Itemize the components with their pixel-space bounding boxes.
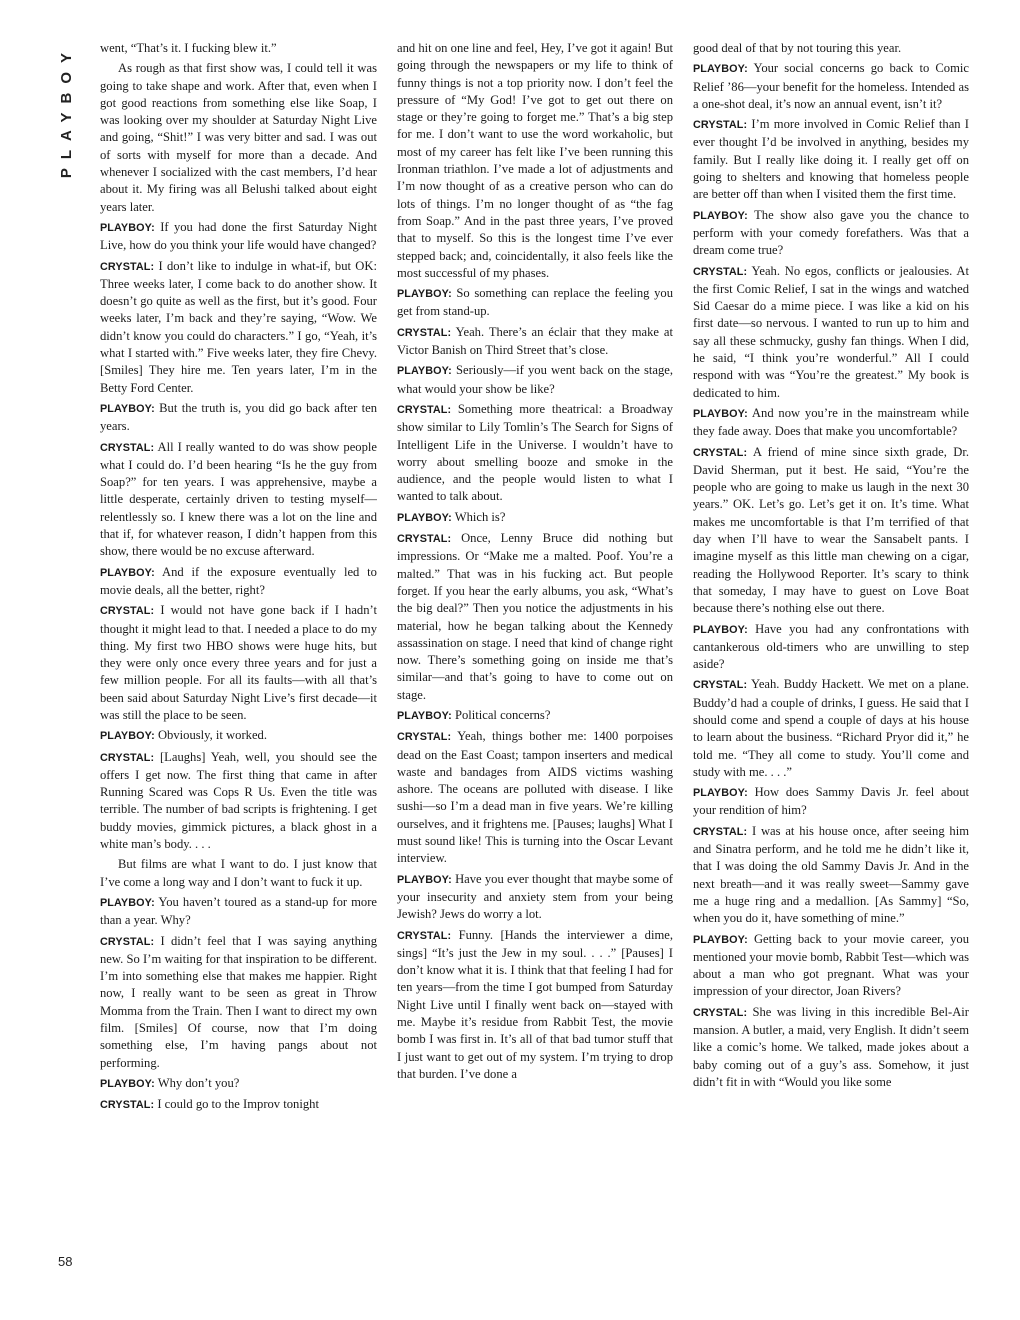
paragraph-text: How does Sammy Davis Jr. feel about your rendition of him? bbox=[693, 785, 969, 818]
article-paragraph bbox=[100, 894, 377, 930]
article-column-3 bbox=[693, 40, 969, 1280]
paragraph-text: Yeah. Buddy Hackett. We met on a plane. Buddy’d had a couple of drinks, I guess. He said that I should come and spend a couple of days at his house to learn about the business. “Richard Pryor did it,” he told me. “They all come to study. You’ll come and study with me. . . .” bbox=[693, 677, 969, 779]
speaker-label: CRYSTAL: bbox=[397, 403, 452, 416]
article-paragraph bbox=[397, 927, 673, 1084]
paragraph-text: Something more theatrical: a Broadway show similar to Lily Tomlin’s The Search for Signs of Intelligent Life in the Universe. I wouldn’t have to worry about smelling booze and smoke in the audience, and the people would listen to what I wanted to talk about. bbox=[397, 401, 673, 504]
speaker-label: CRYSTAL: bbox=[693, 119, 748, 132]
article-paragraph bbox=[100, 602, 377, 724]
paragraph-text: But the truth is, you did go back after ten years. bbox=[100, 400, 377, 434]
speaker-label: PLAYBOY: bbox=[397, 709, 452, 722]
article-paragraph bbox=[100, 439, 377, 561]
article-paragraph bbox=[693, 931, 969, 1001]
paragraph-text: Seriously—if you went back on the stage, what would your show be like? bbox=[397, 363, 673, 396]
paragraph-text: I was at his house once, after seeing him and Sinatra perform, and he told me he didn’t like it, that I was doing the old Sammy Davis Jr. And in the next breath—and it was really sweet—Sammy gave me a huge ring and a medallion. [As Sammy] “So, when you do it, have something of mine.” bbox=[693, 823, 969, 926]
speaker-label: PLAYBOY: bbox=[397, 873, 452, 886]
article-paragraph bbox=[100, 749, 377, 854]
speaker-label: PLAYBOY: bbox=[100, 896, 155, 909]
paragraph-text: Yeah, things bother me: 1400 porpoises dead on the East Coast; tampon inserters and medical waste and bandages from AIDS victims washing ashore. The oceans are polluted with disease. I like sushi—so I’m a dead man in five years. We’re killing ourselves, and it frightens me. [Pauses; laughs] What I must sound like! This is turning into the Oscar Levant interview. bbox=[397, 729, 673, 866]
paragraph-text: went, “That’s it. I fucking blew it.” bbox=[100, 41, 277, 55]
speaker-label: PLAYBOY: bbox=[693, 933, 748, 946]
paragraph-text: Yeah. No egos, conflicts or jealousies. At the first Comic Relief, I sat in the wings and watched Sid Caesar do a mime piece. I was like a kid on his first date—so nervous. I wanted to run up to him and say all these schmucky, gushy fan things. When I did, he said, “I think you’re wonderful.” All I could respond with was “You’re the greatest.” My book is dedicated to him. bbox=[693, 263, 969, 400]
speaker-label: CRYSTAL: bbox=[100, 1099, 155, 1112]
paragraph-text: I didn’t feel that I was saying anything new. So I’m waiting for that inspiration to be different. I’m into something else that makes me happier. Right now, I really want to be seen as great in Throw Momma from the Train. Then I want to direct my own film. [Smiles] Of course, now that I’m doing something else, I’m having pangs about not performing. bbox=[100, 933, 377, 1070]
article-paragraph bbox=[397, 509, 673, 527]
page-number: 58 bbox=[58, 1254, 73, 1269]
speaker-label: CRYSTAL: bbox=[100, 260, 155, 273]
article-paragraph bbox=[100, 60, 377, 216]
speaker-label: PLAYBOY: bbox=[100, 730, 155, 743]
article-paragraph bbox=[693, 207, 969, 260]
article-paragraph bbox=[693, 116, 969, 203]
speaker-label: CRYSTAL: bbox=[100, 751, 155, 764]
speaker-label: PLAYBOY: bbox=[693, 623, 748, 636]
article-paragraph bbox=[693, 621, 969, 674]
speaker-label: CRYSTAL: bbox=[100, 441, 155, 454]
speaker-label: PLAYBOY: bbox=[693, 63, 748, 76]
paragraph-text: Obviously, it worked. bbox=[157, 728, 267, 743]
paragraph-text: Why don’t you? bbox=[157, 1075, 240, 1090]
article-paragraph bbox=[397, 40, 673, 282]
article-paragraph bbox=[397, 707, 673, 725]
speaker-label: CRYSTAL: bbox=[397, 731, 452, 744]
paragraph-text: And if the exposure eventually led to movie deals, all the better, right? bbox=[100, 564, 377, 597]
article-paragraph bbox=[100, 400, 377, 436]
speaker-label: CRYSTAL: bbox=[693, 265, 748, 278]
speaker-label: PLAYBOY: bbox=[397, 288, 452, 301]
article-paragraph bbox=[100, 933, 377, 1072]
article-paragraph bbox=[100, 1075, 377, 1093]
speaker-label: PLAYBOY: bbox=[100, 402, 155, 415]
paragraph-text: Political concerns? bbox=[454, 707, 551, 722]
article-paragraph bbox=[397, 530, 673, 704]
paragraph-text: Once, Lenny Bruce did nothing but impressions. Or “Make me a malted. Poof. You’re a malted.” That was in his fucking act. But people forget. If you hear the early albums, you ask, “What’s the big deal?” Then you notice the adjustments in his material, how he began talking about the Kennedy assassination on stage. I need that kind of change right now. There’s something going on inside me that’s similar—and that’s going to have to come out on stage. bbox=[397, 531, 673, 702]
speaker-label: PLAYBOY: bbox=[397, 511, 452, 524]
article-paragraph bbox=[693, 263, 969, 402]
article-paragraph bbox=[693, 1004, 969, 1091]
article-paragraph bbox=[397, 401, 673, 506]
paragraph-text: I would not have gone back if I hadn’t thought it might lead to that. I needed a place to do my thing. My first two HBO shows were huge hits, but they were only once every three years and for just a few million people. For all its faults—with all that’s been said about Saturday Night Live’s first decade—it was still the place to be seen. bbox=[100, 603, 377, 722]
speaker-label: CRYSTAL: bbox=[693, 446, 748, 459]
article-paragraph bbox=[397, 871, 673, 924]
article-paragraph bbox=[397, 324, 673, 360]
article-column-1 bbox=[100, 40, 377, 1280]
paragraph-text: She was living in this incredible Bel-Air mansion. A butler, a maid, very English. It didn’t seem like a comic’s home. We talked, made jokes about a baby coming out of a guy’s ass. Somehow, it just didn’t fit in with “Would you like some bbox=[693, 1004, 969, 1089]
article-paragraph bbox=[100, 258, 377, 397]
speaker-label: CRYSTAL: bbox=[397, 929, 452, 942]
paragraph-text: Yeah. There’s an éclair that they make at Victor Banish on Third Street that’s close. bbox=[397, 324, 673, 358]
article-paragraph bbox=[100, 1096, 377, 1114]
speaker-label: PLAYBOY: bbox=[693, 787, 748, 800]
article-column-2 bbox=[397, 40, 673, 1280]
article-paragraph bbox=[397, 728, 673, 867]
paragraph-text: I could go to the Improv tonight bbox=[157, 1097, 319, 1112]
speaker-label: CRYSTAL: bbox=[693, 825, 748, 838]
paragraph-text: Have you had any confrontations with cantankerous old-timers who are unwilling to step aside? bbox=[693, 621, 969, 672]
paragraph-text: And now you’re in the mainstream while they fade away. Does that make you uncomfortable? bbox=[693, 405, 969, 439]
paragraph-text: You haven’t toured as a stand-up for more than a year. Why? bbox=[100, 894, 377, 928]
article-paragraph bbox=[100, 40, 377, 57]
article-paragraph bbox=[693, 823, 969, 928]
paragraph-text: Have you ever thought that maybe some of your insecurity and anxiety stem from your being Jewish? Jews do worry a lot. bbox=[397, 871, 673, 922]
magazine-name: PLAYBOY bbox=[58, 44, 75, 179]
paragraph-text: So something can replace the feeling you get from stand-up. bbox=[397, 286, 673, 319]
speaker-label: PLAYBOY: bbox=[397, 365, 452, 378]
paragraph-text: A friend of mine since sixth grade, Dr. David Sherman, put it best. He said, “You’re the people who are going to make us laugh in the next 30 years.” OK. Let’s go. Let’s get it on. It’s time. What makes me uncomfortable is that I’m terrified of that day when I’ll have to wear the Sansabelt pants. I imagine myself as this little man chewing on a cigar, reading the Hollywood Reporter. It’s scary to think that someday, I may have to guest on Love Boat because there’s nothing else out there. bbox=[693, 444, 969, 616]
speaker-label: PLAYBOY: bbox=[100, 1077, 155, 1090]
speaker-label: CRYSTAL: bbox=[397, 533, 452, 546]
speaker-label: PLAYBOY: bbox=[100, 566, 155, 579]
article-paragraph bbox=[693, 676, 969, 781]
speaker-label: CRYSTAL: bbox=[397, 326, 452, 339]
paragraph-text: Getting back to your movie career, you mentioned your movie bomb, Rabbit Test—which was about a man who got pregnant. What was your impression of your director, Joan Rivers? bbox=[693, 931, 969, 999]
paragraph-text: [Laughs] Yeah, well, you should see the offers I get now. The first thing that came in after Running Scared was Cops R Us. Even the title was terrible. The number of bad scripts is frightening. I get buddy movies, gimmick pictures, a black ghost in a white man’s body. . . . bbox=[100, 749, 377, 852]
paragraph-text: All I really wanted to do was show people what I could do. I’d been hearing “Is he the guy from Soap?” for ten years. I was apprehensive, maybe a little desperate, certainly driven to testing myself—relentlessly so. I knew there was a lot on the line and that if, for whatever reason, I didn’t happen from this show, there would be no excuse afterward. bbox=[100, 439, 377, 559]
article-paragraph bbox=[100, 727, 377, 745]
article-paragraph bbox=[693, 784, 969, 820]
article-paragraph bbox=[100, 564, 377, 600]
article-paragraph bbox=[693, 60, 969, 113]
article-paragraph bbox=[397, 362, 673, 398]
paragraph-text: I’m more involved in Comic Relief than I ever thought I’d be involved in anything, besides my family. But I really like doing it. I really get off on going to shelters and knowing that homeless people are better off than when I visited them the first time. bbox=[693, 117, 969, 202]
paragraph-text: As rough as that first show was, I could tell it was going to take shape and work. After that, even when I got good reactions from something else like Soap, I was looking over my shoulder at Saturday Night Live and going, “Shit!” I was very bitter and sad. I was out of sorts with myself for more than a decade. And whenever I socialized with the cast members, I’d hear about it. My firing was all Belushi talked about eight years later. bbox=[100, 61, 377, 214]
speaker-label: CRYSTAL: bbox=[693, 679, 748, 692]
article-paragraph bbox=[397, 285, 673, 321]
speaker-label: PLAYBOY: bbox=[100, 221, 155, 234]
paragraph-text: If you had done the first Saturday Night Live, how do you think your life would have changed? bbox=[100, 219, 377, 253]
speaker-label: CRYSTAL: bbox=[100, 605, 155, 618]
speaker-label: CRYSTAL: bbox=[693, 1006, 748, 1019]
speaker-label: PLAYBOY: bbox=[693, 407, 748, 420]
paragraph-text: Which is? bbox=[454, 509, 506, 524]
article-paragraph bbox=[693, 405, 969, 441]
article-paragraph bbox=[100, 856, 377, 891]
paragraph-text: Your social concerns go back to Comic Relief ’86—your benefit for the homeless. Intended as a one-shot deal, it’s now an annual event, isn’t it? bbox=[693, 61, 969, 111]
paragraph-text: But films are what I want to do. I just know that I’ve come a long way and I don’t want to fuck it up. bbox=[100, 857, 377, 889]
paragraph-text: and hit on one line and feel, Hey, I’ve got it again! But going through the newspapers or my life to think of funny things is not a top priority now. I don’t feel the pressure of “My God! I’ve got to get out there on stage or they’re going to forget me.” That’s a big step for me. I don’t want to use the word workaholic, but most of my career has felt like I’ve been running this Ironman triathlon. I’ve made a lot of adjustments and I’m now thought of as a creative person who can do lots of things. I’m no longer thought of as “the fag from Soap.” And in the past three years, I’ve proved that to myself. So this is the longest time I’ve ever stepped back; and, coincidentally, it also feels like the most successful of my phases. bbox=[397, 41, 673, 280]
paragraph-text: good deal of that by not touring this year. bbox=[693, 41, 902, 55]
paragraph-text: I don’t like to indulge in what-if, but OK: Three weeks later, I come back to do another show. It doesn’t go quite as well as the first, but it’s good. Four weeks later, I’m back and they’re saying, “Wow. We didn’t know you could do characters.” I go, “Yeah, it’s what I started with.” Five weeks later, they fire Chevy. [Smiles] They hire me. Ten years later, I’m in the Betty Ford Center. bbox=[100, 258, 377, 395]
article-paragraph bbox=[100, 219, 377, 255]
speaker-label: PLAYBOY: bbox=[693, 209, 748, 222]
paragraph-text: Funny. [Hands the interviewer a dime, sings] “It’s just the Jew in my soul. . . .” [Pauses] I don’t know what it is. I think that that feeling I had for ten years—from the time I got bumped from Saturday Night Live until I finally went back on—stayed with me. Maybe it’s residue from Rabbit Test, the movie bomb I was first in. It’s all of that bad tumor stuff that I just want to get out of my system. I’m trying to drop that burden. I’ve done a bbox=[397, 927, 673, 1081]
article-paragraph bbox=[693, 40, 969, 57]
paragraph-text: The show also gave you the chance to perform with your comedy forefathers. Was that a dream come true? bbox=[693, 207, 969, 258]
speaker-label: CRYSTAL: bbox=[100, 935, 155, 948]
article-paragraph bbox=[693, 444, 969, 618]
